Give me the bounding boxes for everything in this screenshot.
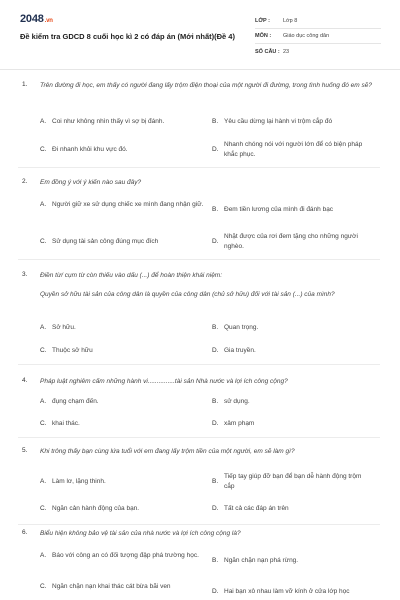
answer-option[interactable] bbox=[212, 140, 372, 159]
question-number: 2. bbox=[22, 178, 28, 185]
option-text: xâm phạm bbox=[224, 420, 255, 427]
option-text: Coi như không nhìn thấy vì sợ bị đánh. bbox=[52, 118, 165, 125]
option-letter: D. bbox=[212, 347, 219, 355]
answer-option[interactable] bbox=[212, 323, 372, 333]
page-title: Đề kiểm tra GDCD 8 cuối học kì 2 có đáp án (Mới nhất)(Đề 4) bbox=[20, 32, 235, 41]
question-text: Khi trông thấy bạn cùng lứa tuổi với em đang lấy trộm tiền của một người, em sẽ làm gì? bbox=[40, 448, 295, 455]
option-text: Thuộc sở hữu bbox=[52, 347, 93, 354]
option-letter: C. bbox=[40, 238, 47, 246]
question-divider bbox=[18, 259, 380, 260]
option-letter: B. bbox=[212, 398, 219, 406]
answer-option[interactable] bbox=[40, 551, 205, 561]
answer-option[interactable] bbox=[40, 346, 205, 356]
answer-option[interactable] bbox=[212, 205, 372, 215]
option-letter: A. bbox=[40, 552, 47, 560]
answer-option[interactable] bbox=[40, 145, 205, 155]
option-letter: A. bbox=[40, 324, 47, 332]
meta-value: 23 bbox=[283, 48, 290, 55]
option-text: Quan trọng. bbox=[224, 324, 259, 331]
answer-option[interactable] bbox=[212, 472, 372, 491]
option-text: Người giữ xe sử dụng chiếc xe mình đang nhận giữ. bbox=[52, 201, 204, 208]
answer-option[interactable] bbox=[212, 587, 372, 597]
option-text: Yêu cầu dừng lại hành vi trộm cắp đó bbox=[224, 118, 333, 125]
option-letter: C. bbox=[40, 146, 47, 154]
option-letter: A. bbox=[40, 201, 47, 209]
option-text: Nhặt được của rơi đem tặng cho những người nghèo. bbox=[224, 233, 358, 250]
option-text: khai thác. bbox=[52, 420, 80, 427]
option-text: Đem tiền lương của mình đi đánh bạc bbox=[224, 206, 334, 213]
option-letter: D. bbox=[212, 238, 219, 245]
meta-value: Giáo dục công dân bbox=[283, 33, 330, 39]
page-header bbox=[0, 0, 400, 62]
option-letter: A. bbox=[40, 478, 47, 486]
question-divider bbox=[18, 437, 380, 438]
option-text: Tiếp tay giúp đỡ bạn để bạn dễ hành động trộm cắp bbox=[224, 473, 362, 490]
option-text: Đi nhanh khỏi khu vực đó. bbox=[52, 146, 128, 153]
option-letter: D. bbox=[212, 146, 219, 153]
question-divider bbox=[18, 167, 380, 168]
answer-option[interactable] bbox=[40, 237, 205, 247]
option-text: Ngăn cản hành động của bạn. bbox=[52, 505, 140, 512]
question-text: Em đồng ý với ý kiến nào sau đây? bbox=[40, 179, 142, 186]
option-letter: B. bbox=[212, 557, 219, 565]
option-text: Tất cả các đáp án trên bbox=[224, 505, 289, 512]
answer-option[interactable] bbox=[212, 232, 372, 251]
meta-label: LỚP : bbox=[255, 18, 270, 24]
question-text: Pháp luật nghiêm cấm những hành vi...............tài sản Nhà nước và lợi ích công cộng? bbox=[40, 378, 288, 385]
option-letter: A. bbox=[40, 118, 47, 126]
option-letter: C. bbox=[40, 420, 47, 428]
answer-option[interactable] bbox=[212, 346, 372, 356]
answer-option[interactable] bbox=[212, 556, 372, 566]
question-divider bbox=[18, 524, 380, 525]
question-passage: Quyền sở hữu tài sản của công dân là quyền của công dân (chủ sở hữu) đối với tài sản (...) của mình? bbox=[40, 291, 335, 298]
option-text: Sử dụng tài sản công đúng mục đích bbox=[52, 238, 159, 245]
question-number: 4. bbox=[22, 377, 28, 384]
question-divider bbox=[18, 364, 380, 365]
answer-option[interactable] bbox=[212, 397, 372, 407]
site-logo[interactable] bbox=[20, 13, 53, 25]
question-number: 5. bbox=[22, 447, 28, 454]
answer-option[interactable] bbox=[212, 504, 372, 514]
option-text: sử dụng. bbox=[224, 398, 250, 405]
answer-option[interactable] bbox=[40, 323, 205, 333]
header-divider bbox=[0, 69, 400, 70]
option-text: Hai bạn xô nhau làm vỡ kính ở cửa lớp học bbox=[224, 588, 350, 595]
logo-main-text: 2048 bbox=[20, 13, 44, 25]
option-text: Gia truyền. bbox=[224, 347, 256, 354]
option-text: Ngăn chặn nạn khai thác cát bừa bãi ven bbox=[52, 583, 171, 590]
answer-option[interactable] bbox=[40, 504, 205, 514]
question-number: 1. bbox=[22, 81, 28, 88]
question-text: Trên đường đi học, em thấy có người đang lấy trộm điện thoại của một người đi đường, trong tình huống đó em sẽ? bbox=[40, 82, 372, 89]
meta-row-subject bbox=[255, 29, 381, 44]
answer-option[interactable] bbox=[40, 117, 205, 127]
answer-option[interactable] bbox=[40, 419, 205, 429]
meta-row-class bbox=[255, 14, 381, 29]
answer-option[interactable] bbox=[40, 582, 205, 592]
meta-row-count bbox=[255, 44, 381, 59]
option-text: Ngăn chặn nạn phá rừng. bbox=[224, 557, 299, 564]
option-text: đụng chạm đến. bbox=[52, 398, 99, 405]
option-letter: B. bbox=[212, 206, 219, 214]
answer-option[interactable] bbox=[212, 419, 372, 429]
meta-label: MÔN : bbox=[255, 33, 272, 39]
option-letter: A. bbox=[40, 398, 47, 406]
question-text: Biểu hiện không bảo vệ tài sản của nhà nước và lợi ích công cộng là? bbox=[40, 530, 241, 537]
answer-option[interactable] bbox=[40, 477, 205, 487]
option-letter: D. bbox=[212, 588, 219, 596]
answer-option[interactable] bbox=[212, 117, 372, 127]
exam-meta-panel bbox=[255, 14, 381, 59]
answer-option[interactable] bbox=[40, 200, 205, 210]
option-letter: C. bbox=[40, 347, 47, 355]
question-text: Điền từ/ cụm từ còn thiếu vào dấu (...) để hoàn thiện khái niệm: bbox=[40, 272, 223, 279]
option-letter: B. bbox=[212, 324, 219, 332]
option-letter: D. bbox=[212, 505, 219, 513]
question-number: 6. bbox=[22, 529, 28, 536]
option-text: Làm lơ, lặng thinh. bbox=[52, 478, 106, 485]
option-letter: D. bbox=[212, 420, 219, 428]
option-letter: C. bbox=[40, 505, 47, 513]
meta-value: Lớp 8 bbox=[283, 18, 298, 24]
option-text: Nhanh chóng nói với người lớn để có biện pháp khắc phục. bbox=[224, 141, 363, 158]
logo-suffix-text: .vn bbox=[44, 18, 53, 24]
answer-option[interactable] bbox=[40, 397, 205, 407]
meta-label: SỐ CÂU : bbox=[255, 48, 280, 55]
question-number: 3. bbox=[22, 271, 28, 278]
option-text: Báo với công an có đối tượng đập phá trường học. bbox=[52, 552, 199, 559]
option-letter: B. bbox=[212, 118, 219, 126]
option-text: Sở hữu. bbox=[52, 324, 76, 331]
option-letter: B. bbox=[212, 478, 219, 485]
option-letter: C. bbox=[40, 583, 47, 591]
